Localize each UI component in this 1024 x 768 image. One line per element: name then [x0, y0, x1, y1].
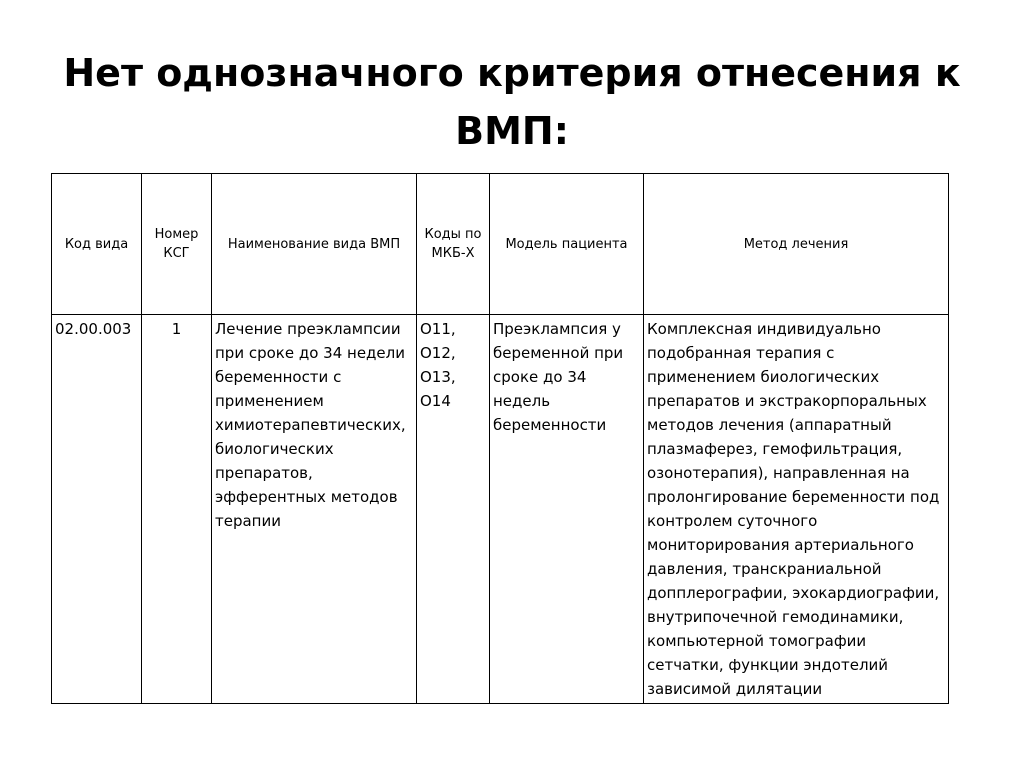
header-nomer-ksg: Номер КСГ — [142, 174, 212, 315]
table-row — [52, 315, 949, 704]
cell-kod-vida: 02.00.003 — [52, 315, 142, 704]
header-naimenovanie: Наименование вида ВМП — [212, 174, 417, 315]
header-metod-lecheniya: Метод лечения — [644, 174, 949, 315]
table-header-row — [52, 174, 949, 315]
cell-nomer-ksg: 1 — [142, 315, 212, 704]
header-kod-vida: Код вида — [52, 174, 142, 315]
header-kody-mkb: Коды по МКБ-Х — [417, 174, 490, 315]
cell-naimenovanie: Лечение преэклампсии при сроке до 34 недели беременности с применением химиотерапевтических, биологических препаратов, эфферентных методов терапии — [212, 315, 417, 704]
header-model-pacienta: Модель пациента — [490, 174, 644, 315]
vmp-table — [51, 173, 949, 704]
page-title: Нет однозначного критерия отнесения к ВМП: — [63, 51, 961, 153]
cell-model-pacienta: Преэклампсия у беременной при сроке до 34 недель беременности — [490, 315, 644, 704]
cell-kody-mkb: О11, О12, О13, О14 — [417, 315, 490, 704]
cell-metod-lecheniya: Комплексная индивидуально подобранная терапия с применением биологических препаратов и экстракорпоральных методов лечения (аппаратный плазмаферез, гемофильтрация, озонотерапия), направленная на пролонгирование беременности под контролем суточного мониторирования артериального давления, транскраниальной допплерографии, эхокардиографии, внутрипочечной гемодинамики, компьютерной томографии сетчатки, функции эндотелий зависимой дилятации — [644, 315, 949, 704]
